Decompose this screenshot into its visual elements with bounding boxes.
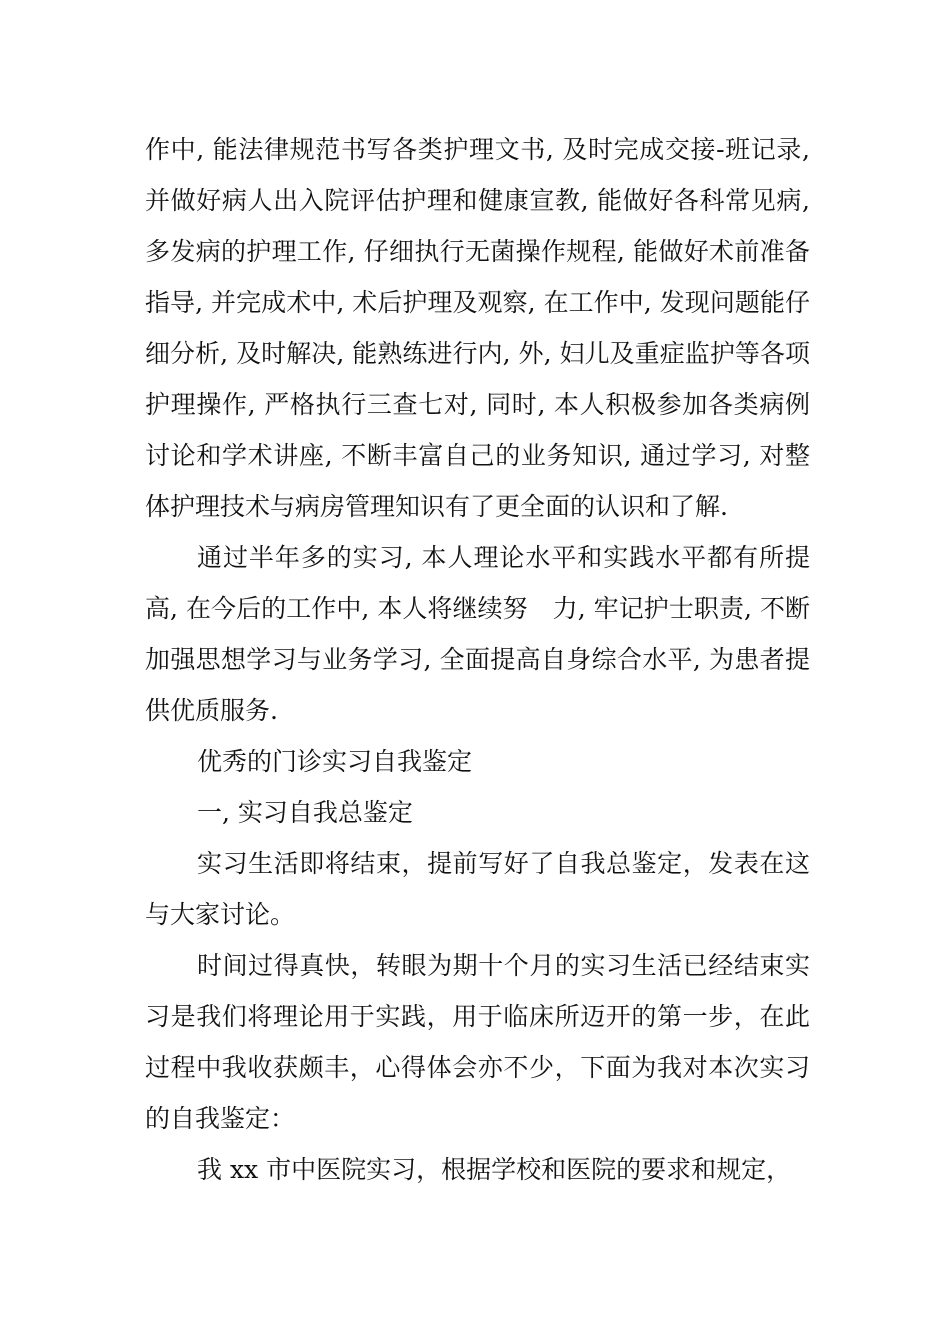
paragraph-nursing-work: 作中, 能法律规范书写各类护理文书, 及时完成交接-班记录, 并做好病人出入院评估护理和健康宣教, 能做好各科常见病, 多发病的护理工作, 仔细执行无菌操作规程, 能做好术前准备指导, 并完成术中, 术后护理及观察, 在工作中, 发现问题能仔细分析, 及时解决, 能熟练进行内, 外, 妇儿及重症监护等各项护理操作, 严格执行三查七对, 同时, 本人积极参加各类病例讨论和学术讲座, 不断丰富自己的业务知识, 通过学习, 对整体护理技术与病房管理知识有了更全面的认识和了解. xyxy=(145,135,810,521)
document-body xyxy=(145,124,810,1195)
paragraph-hospital-internship: 我 xx 市中医院实习，根据学校和医院的要求和规定， xyxy=(197,1155,792,1184)
paragraph-internship-summary: 通过半年多的实习, 本人理论水平和实践水平都有所提高, 在今后的工作中, 本人将继续努 力, 牢记护士职责, 不断加强思想学习与业务学习, 全面提高自身综合水平, 为患者提供优质服务. xyxy=(145,543,810,725)
paragraph-intro: 实习生活即将结束，提前写好了自我总鉴定，发表在这与大家讨论。 xyxy=(145,849,810,929)
subsection-heading: 一, 实习自我总鉴定 xyxy=(197,798,413,827)
paragraph-time-passing: 时间过得真快，转眼为期十个月的实习生活已经结束实习是我们将理论用于实践，用于临床所迈开的第一步，在此过程中我收获颇丰，心得体会亦不少，下面为我对本次实习的自我鉴定： xyxy=(145,951,810,1133)
section-heading: 优秀的门诊实习自我鉴定 xyxy=(197,747,473,776)
